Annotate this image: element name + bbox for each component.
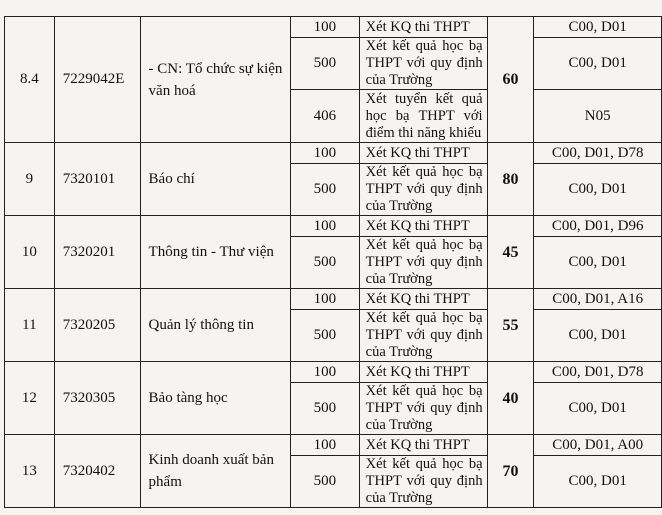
quota: 55 — [487, 289, 534, 362]
table-row — [5, 435, 662, 456]
subject-combination: C00, D01 — [534, 164, 662, 216]
subject-combination: C00, D01, A16 — [534, 289, 662, 310]
subject-combination: C00, D01, A00 — [534, 435, 662, 456]
method-code: 500 — [291, 38, 360, 90]
subject-combination: C00, D01 — [534, 310, 662, 362]
method-code: 500 — [291, 456, 360, 508]
quota: 80 — [487, 143, 534, 216]
row-index: 13 — [5, 435, 55, 508]
subject-combination: C00, D01, D96 — [534, 216, 662, 237]
method-code: 100 — [291, 289, 360, 310]
subject-combination: C00, D01, D78 — [534, 362, 662, 383]
method-code: 100 — [291, 216, 360, 237]
row-index: 11 — [5, 289, 55, 362]
major-name: Quản lý thông tin — [140, 289, 291, 362]
row-index: 12 — [5, 362, 55, 435]
major-code: 7320205 — [54, 289, 140, 362]
table-row — [5, 143, 662, 164]
method-description: Xét kết quả học bạ THPT với quy định của Trường — [359, 383, 487, 435]
row-index: 10 — [5, 216, 55, 289]
quota: 60 — [487, 17, 534, 143]
method-code: 100 — [291, 143, 360, 164]
major-code: 7320402 — [54, 435, 140, 508]
method-code: 500 — [291, 164, 360, 216]
table-row — [5, 362, 662, 383]
method-description: Xét KQ thi THPT — [359, 143, 487, 164]
method-description: Xét kết quả học bạ THPT với quy định của Trường — [359, 38, 487, 90]
method-description: Xét KQ thi THPT — [359, 435, 487, 456]
subject-combination: C00, D01 — [534, 456, 662, 508]
major-name: Báo chí — [140, 143, 291, 216]
method-code: 100 — [291, 362, 360, 383]
subject-combination: C00, D01, D78 — [534, 143, 662, 164]
quota: 45 — [487, 216, 534, 289]
method-description: Xét KQ thi THPT — [359, 17, 487, 38]
method-code: 100 — [291, 435, 360, 456]
major-name: Bảo tàng học — [140, 362, 291, 435]
major-name: - CN: Tổ chức sự kiện văn hoá — [140, 17, 291, 143]
subject-combination: C00, D01 — [534, 38, 662, 90]
quota: 70 — [487, 435, 534, 508]
table-row — [5, 216, 662, 237]
subject-combination: C00, D01 — [534, 383, 662, 435]
subject-combination: C00, D01 — [534, 237, 662, 289]
method-description: Xét KQ thi THPT — [359, 289, 487, 310]
method-code: 406 — [291, 90, 360, 143]
major-code: 7320201 — [54, 216, 140, 289]
method-description: Xét KQ thi THPT — [359, 362, 487, 383]
major-name: Thông tin - Thư viện — [140, 216, 291, 289]
major-name: Kinh doanh xuất bản phẩm — [140, 435, 291, 508]
subject-combination: N05 — [534, 90, 662, 143]
subject-combination: C00, D01 — [534, 17, 662, 38]
row-index: 9 — [5, 143, 55, 216]
method-description: Xét kết quả học bạ THPT với quy định của Trường — [359, 310, 487, 362]
major-code: 7229042E — [54, 17, 140, 143]
major-code: 7320101 — [54, 143, 140, 216]
method-description: Xét kết quả học bạ THPT với quy định của Trường — [359, 456, 487, 508]
major-code: 7320305 — [54, 362, 140, 435]
quota: 40 — [487, 362, 534, 435]
row-index: 8.4 — [5, 17, 55, 143]
method-description: Xét kết quả học bạ THPT với quy định của Trường — [359, 164, 487, 216]
method-code: 500 — [291, 237, 360, 289]
method-description: Xét tuyển kết quả học bạ THPT với điểm thi năng khiếu — [359, 90, 487, 143]
table-row — [5, 289, 662, 310]
admission-table — [4, 16, 662, 508]
method-code: 500 — [291, 383, 360, 435]
method-code: 500 — [291, 310, 360, 362]
table-body — [5, 17, 662, 508]
method-code: 100 — [291, 17, 360, 38]
method-description: Xét kết quả học bạ THPT với quy định của Trường — [359, 237, 487, 289]
method-description: Xét KQ thi THPT — [359, 216, 487, 237]
table-row — [5, 17, 662, 38]
